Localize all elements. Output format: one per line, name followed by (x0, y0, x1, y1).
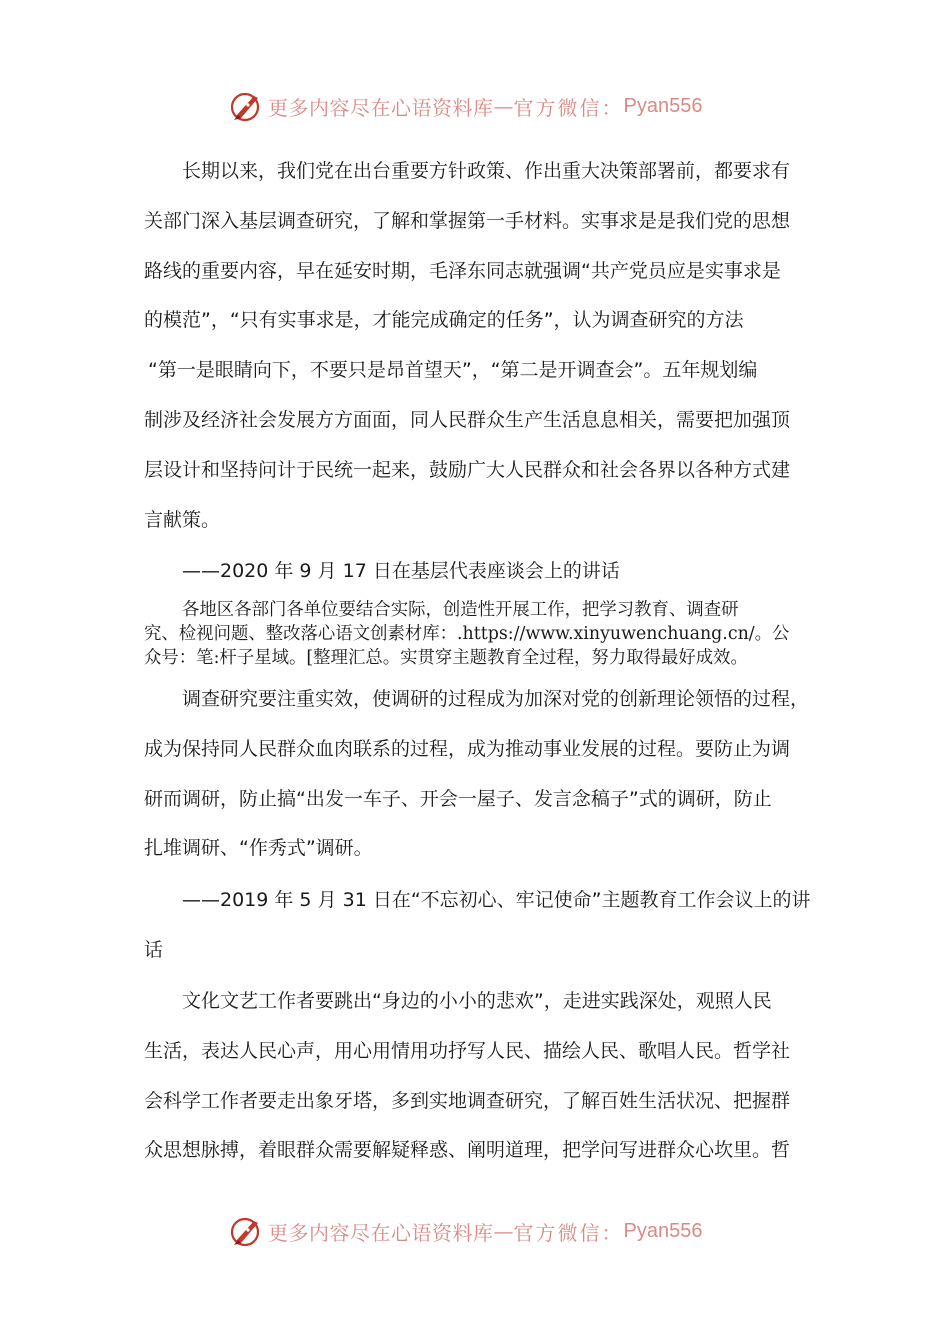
paragraph-line: 制涉及经济社会发展方方面面，同人民群众生产生活息息相关，需要把加强顶 (144, 409, 791, 431)
source-citation-1: ——2020 年 9 月 17 日在基层代表座谈会上的讲话 (182, 560, 620, 582)
source-line: ——2019 年 5 月 31 日在“不忘初心、牢记使命”主题教育工作会议上的讲 (182, 889, 811, 911)
paragraph-line: 的模范”，“只有实事求是，才能完成确定的任务”，认为调查研究的方法 (144, 309, 744, 331)
banner-wechat-label: 官方微信： (513, 1220, 624, 1245)
banner-title: 更多内容尽在心语资料库 (268, 1220, 494, 1245)
paragraph-line: 众思想脉搏，着眼群众需要解疑释惑、阐明道理，把学问写进群众心坎里。哲 (144, 1139, 791, 1161)
banner-title: 更多内容尽在心语资料库 (268, 95, 494, 120)
banner-wechat-label: 官方微信： (513, 95, 624, 120)
paragraph-line: 众号：笔:杆子星域。[整理汇总。实贯穿主题教育全过程，努力取得最好成效。 (144, 648, 748, 668)
paragraph-line: 文化文艺工作者要跳出“身边的小小的悲欢”，走进实践深处，观照人民 (182, 990, 772, 1012)
paragraph-line: 扎堆调研、“作秀式”调研。 (144, 837, 373, 859)
paragraph-line: 关部门深入基层调查研究，了解和掌握第一手材料。实事求是是我们党的思想 (144, 210, 791, 232)
pen-nib-logo-icon (228, 1213, 264, 1249)
paragraph-line: 层设计和坚持问计于民统一起来，鼓励广大人民群众和社会各界以各种方式建 (144, 459, 791, 481)
paragraph-line: 路线的重要内容，早在延安时期，毛泽东同志就强调“共产党员应是实事求是 (144, 260, 781, 282)
header-banner (228, 86, 702, 126)
banner-wechat-id: Pyan556 (623, 94, 703, 117)
paragraph-line: 调查研究要注重实效，使调研的过程成为加深对党的创新理论领悟的过程， (182, 688, 810, 710)
source-line: 话 (144, 939, 164, 961)
paragraph-line: 成为保持同人民群众血肉联系的过程，成为推动事业发展的过程。要防止为调 (144, 738, 791, 760)
paragraph-line: 生活，表达人民心声，用心用情用功抒写人民、描绘人民、歌唱人民。哲学社 (144, 1040, 791, 1062)
paragraph-line: 研而调研，防止搞“出发一车子、开会一屋子、发言念稿子”式的调研，防止 (144, 788, 772, 810)
paragraph-line: 言献策。 (144, 509, 221, 531)
banner-separator: — (493, 1219, 514, 1243)
paragraph-line: 各地区各部门各单位要结合实际，创造性开展工作，把学习教育、调查研 (182, 600, 739, 620)
paragraph-line: 究、检视问题、整改落心语文创素材库：.https://www.xinyuwenchuang.cn/。公 (144, 624, 790, 644)
banner-separator: — (493, 94, 514, 118)
banner-wechat-id: Pyan556 (623, 1219, 703, 1242)
pen-nib-logo-icon (228, 88, 264, 124)
paragraph-line: 长期以来，我们党在出台重要方针政策、作出重大决策部署前，都要求有 (182, 160, 791, 182)
paragraph-line: 会科学工作者要走出象牙塔，多到实地调查研究，了解百姓生活状况、把握群 (144, 1090, 791, 1112)
paragraph-line: “第一是眼睛向下，不要只是昂首望天”，“第二是开调查会”。五年规划编 (148, 359, 758, 381)
paragraph-2 (144, 598, 809, 670)
footer-banner (228, 1211, 702, 1251)
